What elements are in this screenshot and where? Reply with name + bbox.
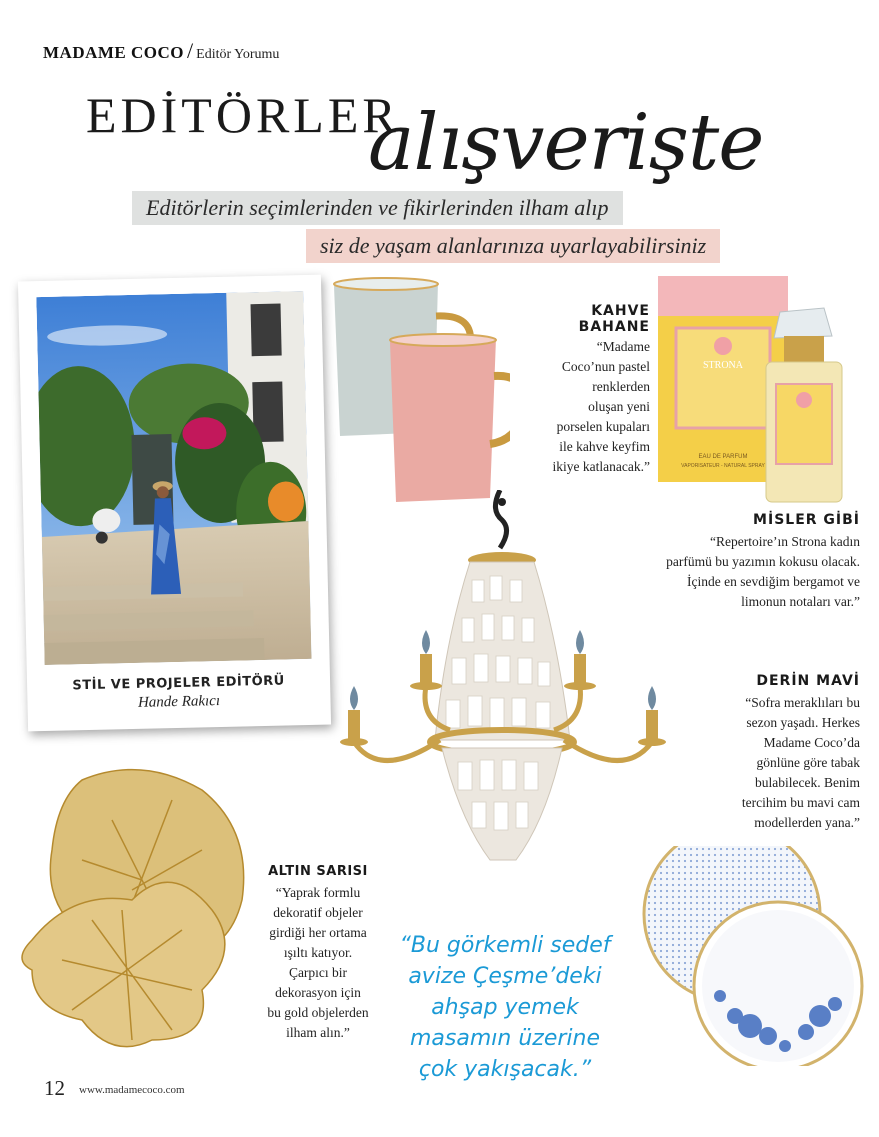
quote-line: çok yakışacak.”	[418, 1057, 592, 1082]
desc-line: ile kahve keyfim	[559, 439, 650, 454]
perfume-bottle-icon	[654, 272, 854, 512]
quote-line: masamın üzerine	[410, 1026, 600, 1051]
editor-polaroid	[18, 275, 331, 732]
editor-quote	[390, 930, 620, 1085]
desc-line: sezon yaşadı. Herkes	[746, 715, 860, 730]
product-description	[530, 337, 650, 477]
desc-line: oluşan yeni	[588, 399, 650, 414]
perfume-brand: STRONA	[702, 360, 744, 371]
website-url: www.madamecoco.com	[79, 1084, 185, 1096]
desc-line: bu gold objelerden	[267, 1005, 369, 1020]
desc-line: Madame Coco’da	[763, 735, 860, 750]
product-name-line2: BAHANE	[578, 319, 650, 335]
desc-line: “Sofra meraklıları bu	[745, 695, 860, 710]
desc-line: “Yaprak formlu	[275, 885, 361, 900]
desc-line: “Repertoire’ın Strona kadın	[710, 534, 860, 549]
desc-line: porselen kupaları	[556, 419, 650, 434]
desc-line: ilham alın.”	[286, 1025, 350, 1040]
magazine-brand: MADAME COCO	[43, 43, 185, 62]
quote-line: ahşap yemek	[431, 995, 579, 1020]
chandelier-icon	[340, 490, 680, 890]
blue-plate-icon	[640, 846, 870, 1066]
desc-line: gönlüne göre tabak	[756, 755, 860, 770]
desc-line: ışıltı katıyor.	[283, 945, 353, 960]
page-number: 12	[44, 1076, 65, 1100]
product-derin-mavi	[664, 673, 860, 833]
desc-line: modellerden yana.”	[754, 815, 860, 830]
editor-photo	[36, 291, 311, 665]
desc-line: tercihim bu mavi cam	[741, 795, 860, 810]
desc-line: Çarpıcı bir	[288, 965, 348, 980]
quote-line: avize Çeşme’deki	[408, 964, 602, 989]
header-separator: /	[187, 38, 194, 63]
desc-line: limonun notaları var.”	[741, 594, 860, 609]
product-name-line1: KAHVE	[591, 303, 650, 319]
desc-line: Coco’nun pastel	[561, 359, 650, 374]
product-description	[664, 693, 860, 833]
product-description	[262, 883, 374, 1043]
product-name: DERİN MAVİ	[756, 673, 860, 689]
product-name: MİSLER GİBİ	[753, 512, 860, 528]
desc-line: ikiye katlanacak.”	[552, 459, 650, 474]
gold-leaf-plate-icon	[12, 760, 262, 1060]
desc-line: dekorasyon için	[275, 985, 361, 1000]
desc-line: parfümü bu yazımın kokusu olacak.	[666, 554, 860, 569]
desc-line: dekoratif objeler	[273, 905, 363, 920]
desc-line: bulabilecek. Benim	[755, 775, 860, 790]
editor-role: STİL VE PROJELER EDİTÖRÜ	[72, 673, 285, 694]
page-title: EDİTÖRLER	[86, 87, 400, 143]
section-label: Editör Yorumu	[196, 47, 280, 62]
quote-line: “Bu görkemli sedef	[399, 933, 611, 958]
desc-line: renklerden	[592, 379, 650, 394]
mug-icon	[330, 276, 510, 506]
editor-name: Hande Rakıcı	[137, 693, 221, 711]
page-title-script: alışverişte	[368, 98, 764, 188]
desc-line: İçinde en sevdiğim bergamot ve	[687, 574, 860, 589]
subtitle-line-2: siz de yaşam alanlarınıza uyarlayabilirsiniz	[306, 229, 720, 263]
product-kahve-bahane	[530, 303, 650, 477]
desc-line: “Madame	[596, 339, 650, 354]
perfume-sublabel: VAPORISATEUR - NATURAL SPRAY	[681, 463, 765, 469]
perfume-label: EAU DE PARFUM	[698, 454, 748, 460]
page-header	[43, 38, 279, 64]
product-altin-sarisi	[262, 864, 374, 1043]
desc-line: girdiği her ortama	[269, 925, 367, 940]
product-name: ALTIN SARISI	[268, 864, 368, 879]
subtitle-line-1: Editörlerin seçimlerinden ve fikirlerinden ilham alıp	[132, 191, 623, 225]
